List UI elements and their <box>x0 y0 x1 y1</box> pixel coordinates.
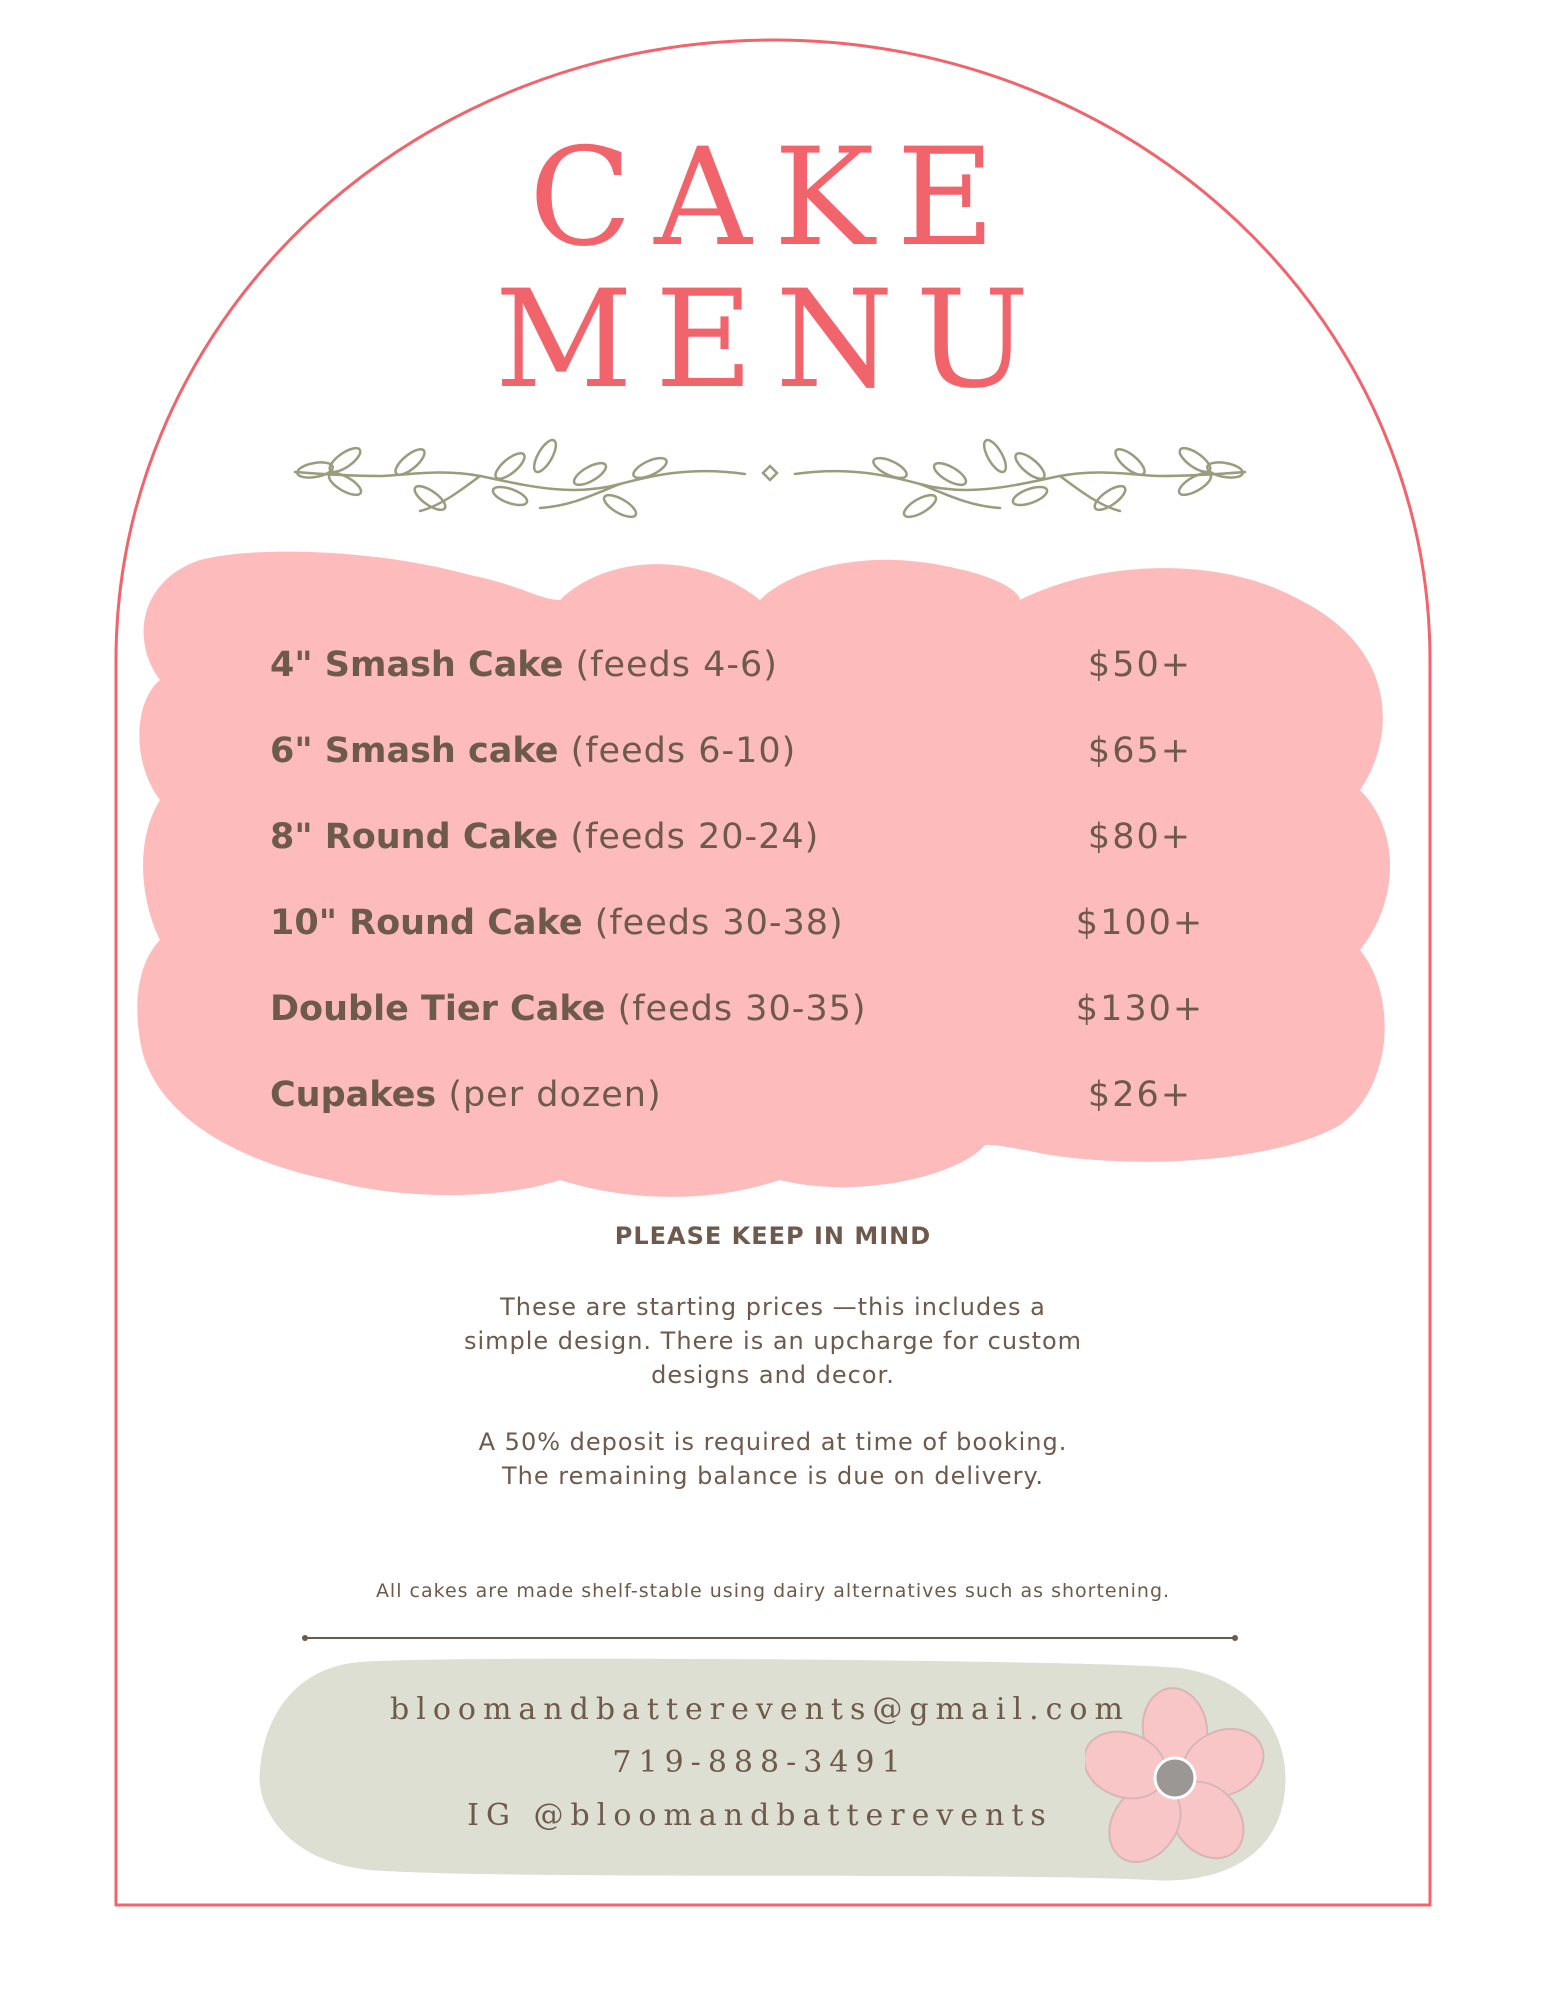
pricing-note: These are starting prices —this includes a simple design. There is an upcharge for custom designs and decor. <box>463 1293 1083 1389</box>
menu-item-price: $130+ <box>1075 989 1205 1029</box>
shelf-stable-footnote: All cakes are made shelf-stable using dairy alternatives such as shortening. <box>375 1580 1171 1602</box>
menu-item-name: Cupakes <box>270 1075 437 1115</box>
menu-item-serving: (feeds 30-38) <box>582 903 844 943</box>
menu-item-price: $26+ <box>1087 1075 1193 1115</box>
menu-item-name: Double Tier Cake <box>270 989 606 1029</box>
menu-item-price: $80+ <box>1087 817 1193 857</box>
menu-item-price: $65+ <box>1087 731 1193 771</box>
contact-email-link[interactable]: bloomandbatterevents@gmail.com <box>390 1692 1130 1727</box>
title-cake: CAKE <box>528 119 1018 276</box>
contact-instagram[interactable]: IG @bloomandbatterevents <box>467 1798 1053 1833</box>
contact-phone[interactable]: 719-888-3491 <box>612 1745 908 1780</box>
menu-item-name: 6" Smash cake <box>270 731 559 771</box>
menu-item-price: $100+ <box>1075 903 1205 943</box>
notice-heading: PLEASE KEEP IN MIND <box>614 1222 932 1250</box>
menu-item-serving: (feeds 4-6) <box>563 645 778 685</box>
flower-icon <box>1085 1685 1265 1865</box>
menu-item-serving: (feeds 6-10) <box>558 731 797 771</box>
deposit-note: A 50% deposit is required at time of booking. The remaining balance is due on delivery. <box>478 1428 1068 1490</box>
menu-item-serving: (feeds 20-24) <box>558 817 820 857</box>
menu-item-serving: (feeds 30-35) <box>605 989 867 1029</box>
menu-item-price: $50+ <box>1087 645 1193 685</box>
menu-item-name: 4" Smash Cake <box>270 645 564 685</box>
menu-item-serving: (per dozen) <box>436 1075 662 1115</box>
menu-item-name: 8" Round Cake <box>270 817 559 857</box>
title-menu: MENU <box>494 261 1052 418</box>
menu-item-name: 10" Round Cake <box>270 903 583 943</box>
